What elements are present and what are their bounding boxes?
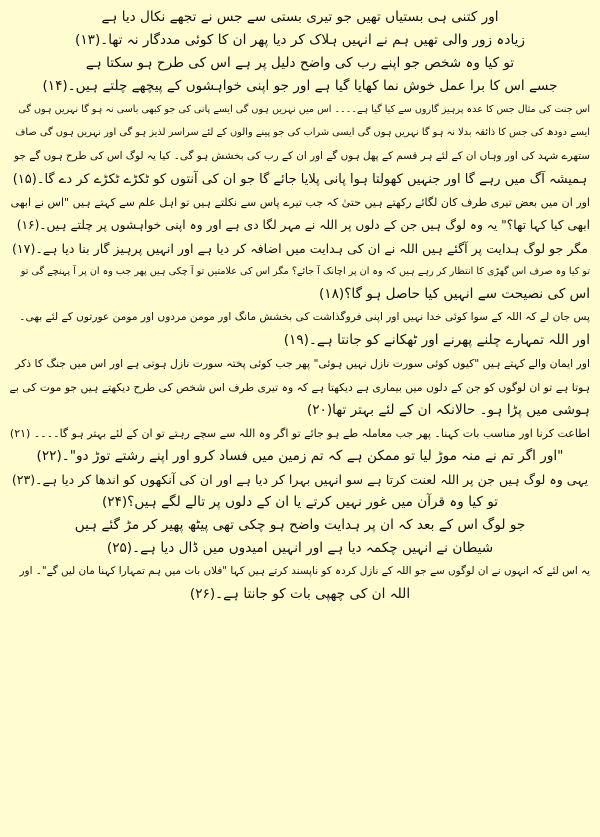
text-line-4: جسے اس کا برا عمل خوش نما کھایا گیا ہے اور جو اپنی خواہشوں کے پیچھے چلتے ہیں۔(۱۴) (42, 78, 558, 95)
text-line-1: اور کتنی ہی بستیاں تھیں جو تیری بستی سے جس نے تجھے نکال دیا ہے (101, 9, 499, 25)
text-line-8: ہمیشہ آگ میں رہے گا اور جنہیں کھولتا ہوا پانی پلایا جائے گا جو ان کی آنتوں کو ٹکڑے ٹکڑے کر دے گا۔(۱۵) (12, 171, 588, 187)
text-line-21: یہی وہ لوگ ہیں جن پر اللہ لعنت کرتا ہے سو انہیں بہرا کر دیا ہے اور ان کی آنکھوں کو اندھا کر دیا ہے۔(۲۳) (11, 471, 589, 487)
text-line-18: ہوشی میں پڑا ہو۔ حالانکہ ان کے لئے بہتر تھا(۲۰) (306, 401, 590, 418)
text-line-14: پس جان لے کہ اللہ کے سوا کوئی خدا نہیں اور اپنی فروگذاشت کی بخشش مانگ اور مومن مردوں اور مومن عورتوں کے لئے بھی۔ (19, 311, 590, 324)
text-line-6: ایسے دودھ کی جس کا ذائقہ بدلا نہ ہو گا نہریں ہوں گی ایسی شراب کی جو پینے والوں کے لئے سراسر لذیز ہو گی اور نہریں ہوں گی صاف (15, 127, 590, 139)
text-line-10: ابھی کیا کہا تھا؟" یہ وہ لوگ ہیں جن کے دلوں پر اللہ نے مہر لگا دی ہے اور وہ اپنی خواہشوں پر چلتے ہیں۔(۱۶) (16, 217, 590, 232)
text-line-13: اس کی نصیحت سے انہیں کیا حاصل ہو گا؟(۱۸) (318, 286, 590, 303)
text-line-19: اطاعت کرنا اور مناسب بات کہنا۔ پھر جب معاملہ طے ہو جائے تو اگر وہ اللہ سے سچے رہتے تو ان کے لئے بہتر ہو گا۔۔۔۔ (۲۱) (10, 426, 590, 440)
text-line-20: "اور اگر تم نے منہ موڑ لیا تو ممکن ہے کہ تم زمین میں فساد کرو اور اپنے رشتے توڑ دو"۔(۲۲) (36, 447, 564, 464)
text-line-9: اور ان میں بعض تیری طرف کان لگائے رکھتے ہیں حتیٰ کہ جب تیرے پاس سے نکلتے ہیں تو اہل علم سے کہتے ہیں "اس نے ابھی (10, 195, 590, 209)
text-line-17: ہوتا ہے تو ان لوگوں کو جن کے دلوں میں بیماری ہے دیکھتا ہے کہ وہ تیری طرف اس شخص کی طرح دیکھتے ہیں جو موت کی بے (10, 380, 590, 394)
text-line-2: زیادہ زور والی تھیں ہم نے انہیں ہلاک کر دیا پھر ان کا کوئی مددگار نہ تھا۔(۱۳) (75, 32, 525, 49)
text-line-25: یہ اس لئے کہ انہوں نے ان لوگوں سے جو اللہ کے نازل کردہ کو ناپسند کرتے ہیں کہا "فلاں بات میں ہم تمہارا کہنا مان لیں گے"۔ اور (19, 565, 590, 578)
text-line-5: اس جنت کی مثال جس کا عدہ پرہیز گاروں سے کیا گیا ہے۔۔۔۔ اس میں نہریں ہوں گی ایسے پانی کی جو کبھی باسی نہ ہو گا نہریں ہوں گی (18, 104, 590, 116)
text-line-16: اور ایمان والے کہتے ہیں "کیوں کوئی سورت نازل نہیں ہوئی" پھر جب کوئی پختہ سورت نازل ہوتی ہے اور اس میں جنگ کا ذکر (15, 357, 590, 371)
text-line-23: جو لوگ اس کے بعد کہ ان پر ہدایت واضح ہو چکی تھی پیٹھ پھیر کر مڑ گئے ہیں (74, 517, 526, 534)
text-line-15: اور اللہ تمہارے چلنے پھرنے اور ٹھکانے کو جانتا ہے۔(۱۹) (283, 332, 590, 349)
text-line-26: اللہ ان کی چھپی بات کو جانتا ہے۔(۲۶) (189, 586, 411, 603)
text-line-11: مگر جو لوگ ہدایت پر آگئے ہیں اللہ نے ان کی ہدایت میں اضافہ کر دیا ہے اور انہیں پرہیز گار بنا دیا ہے۔(۱۷) (12, 240, 588, 256)
text-line-12: تو کیا وہ صرف اس گھڑی کا انتظار کر رہے ہیں کہ وہ ان پر اچانک آ جائے؟ مگر اس کی علامتیں تو آ چکی ہیں پھر جب وہ ان پر آ پہنچے گی تو (20, 266, 590, 278)
text-line-24: شیطان نے انہیں چکمہ دیا ہے اور انہیں امیدوں میں ڈال دیا ہے۔(۲۵) (106, 540, 494, 557)
text-line-3: تو کیا وہ شخص جو اپنے رب کی واضح دلیل پر ہے اس کی طرح ہو سکتا ہے (85, 55, 515, 72)
text-line-22: تو کیا وہ قرآن میں غور نہیں کرتے یا ان کے دلوں پر تالے لگے ہیں؟(۲۴) (101, 493, 499, 510)
text-line-7: ستھرے شہد کی اور وہاں ان کے لئے ہر قسم کے پھل ہوں گے اور ان کے رب کی بخشش ہو گی۔ کیا یہ لوگ اس کی طرح ہوں گے جو (14, 149, 590, 162)
